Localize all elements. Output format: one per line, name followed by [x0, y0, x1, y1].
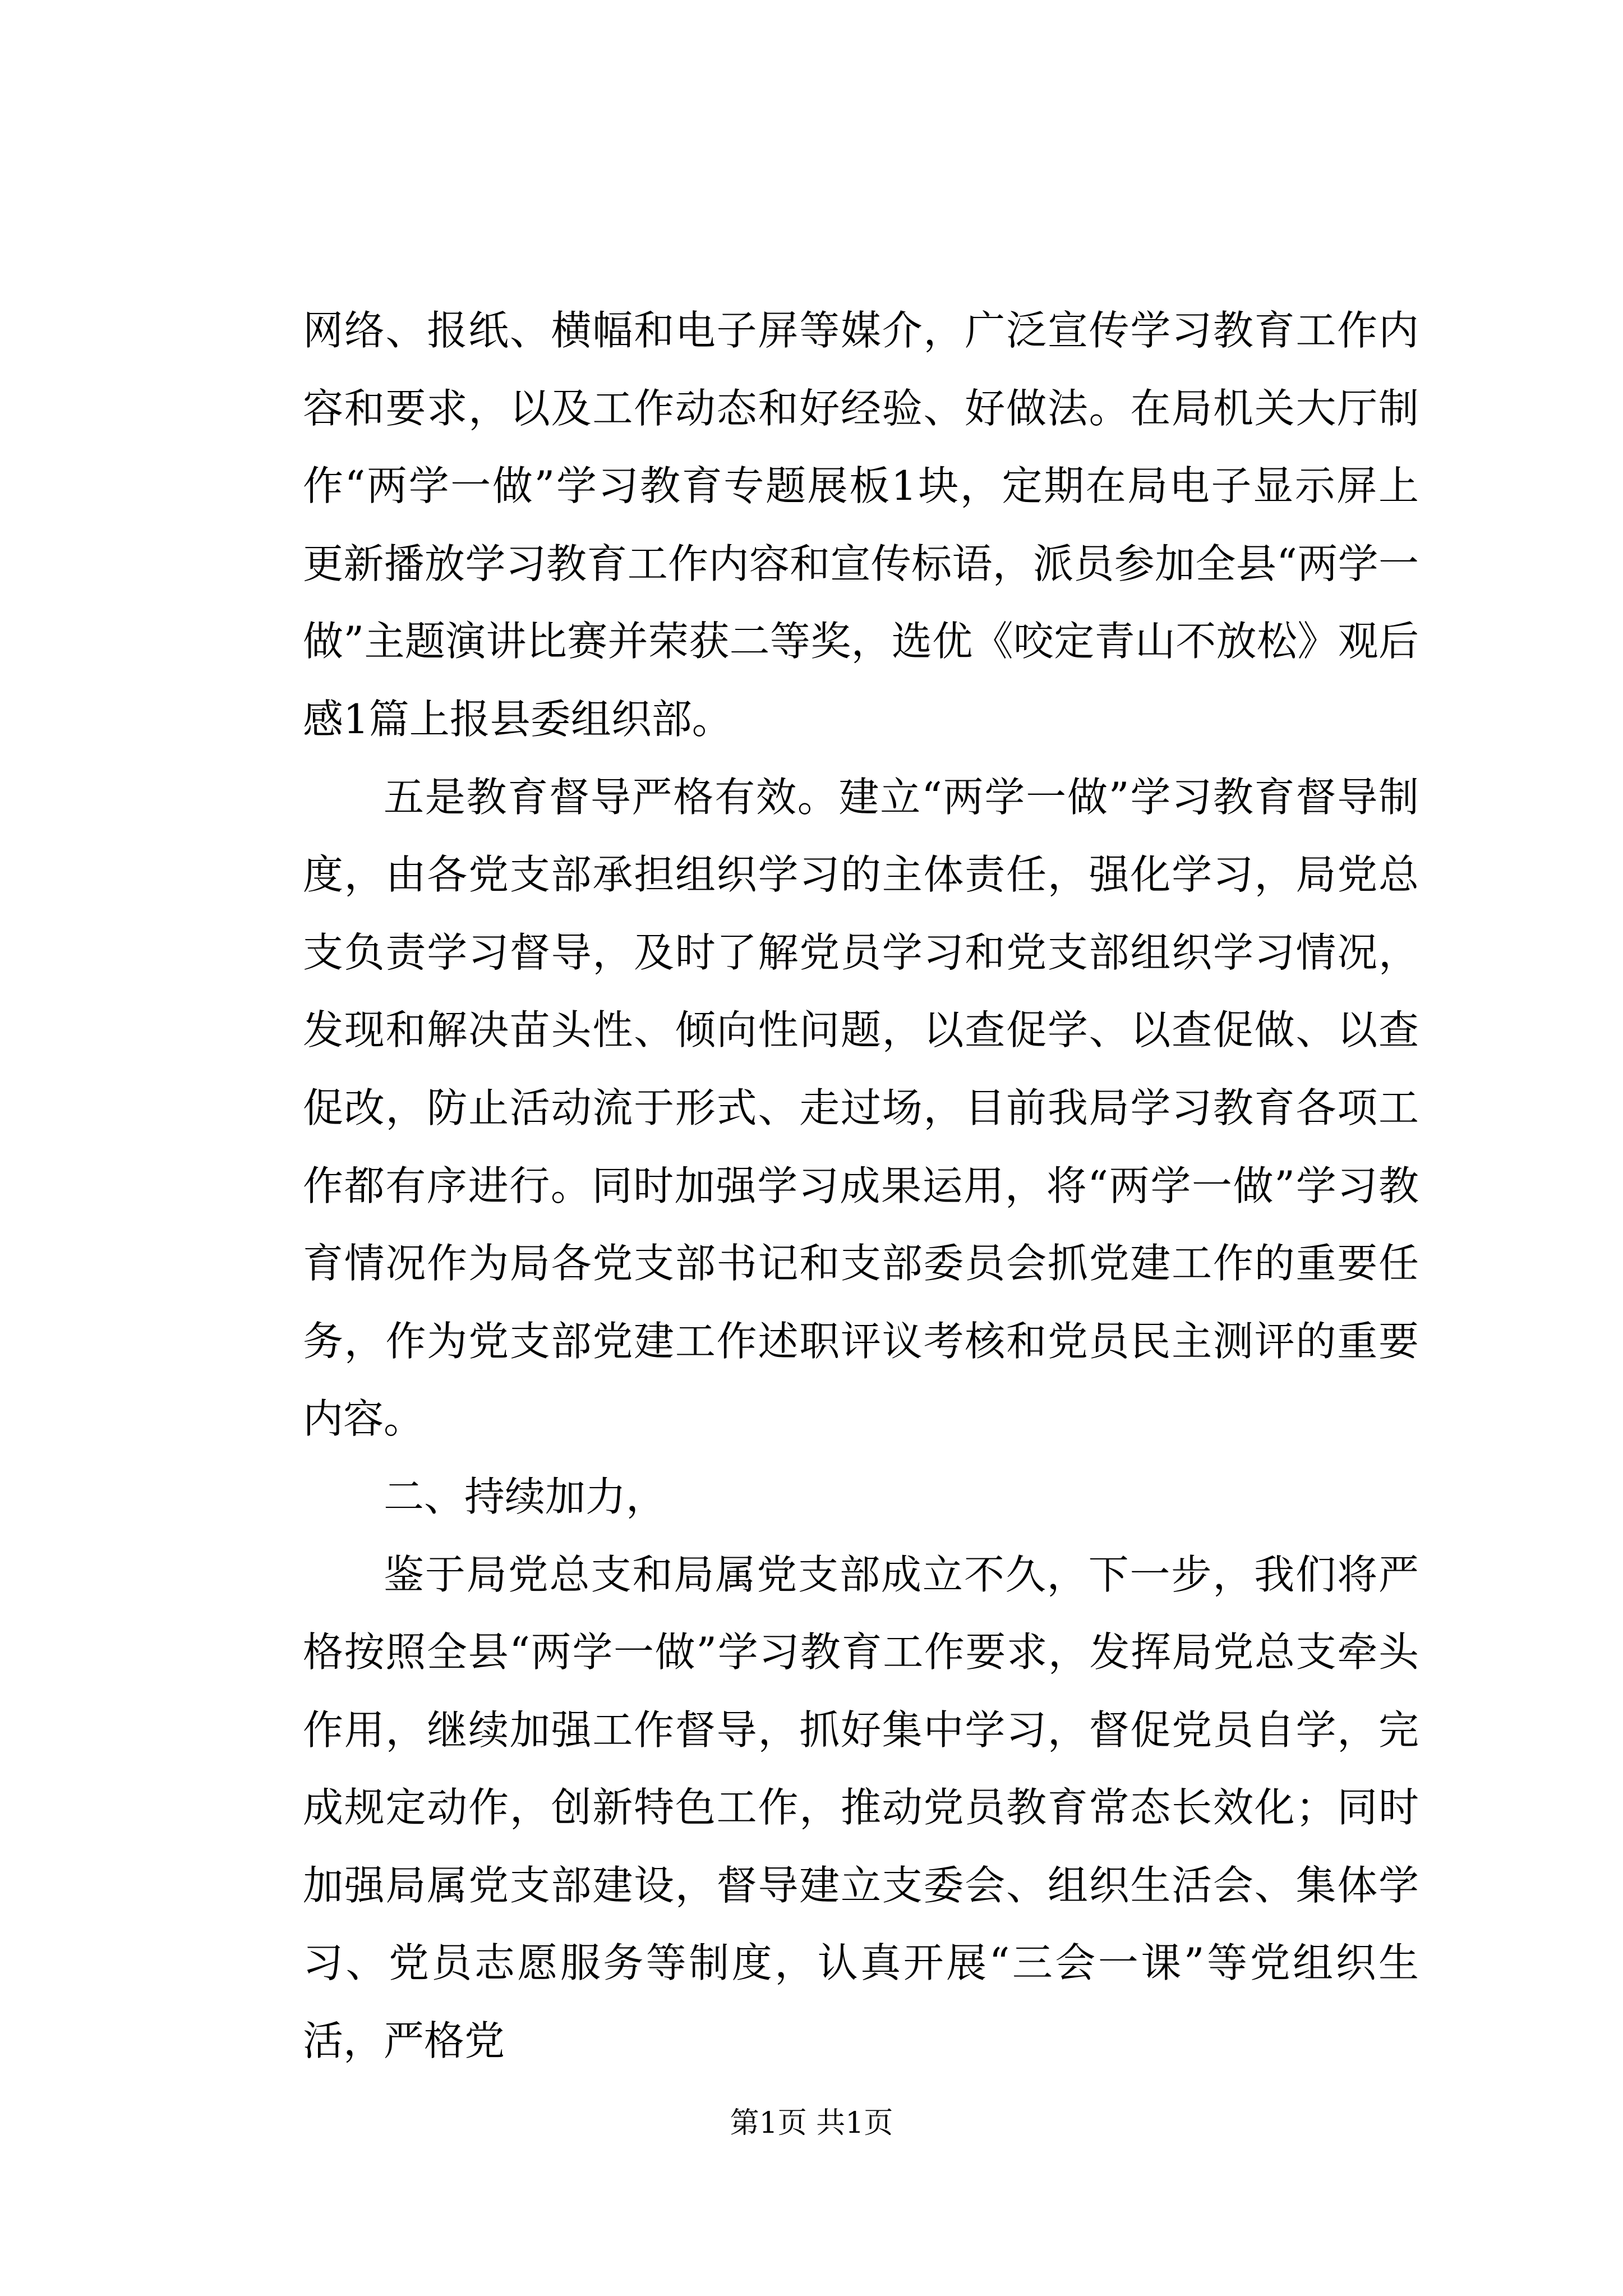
paragraph-supervision: 五是教育督导严格有效。建立“两学一做”学习教育督导制度，由各党支部承担组织学习的主体责任，强化学习，局党总支负责学习督导，及时了解党员学习和党支部组织学习情况，发现和解决苗头性、倾向性问题，以查促学、以查促做、以查促改，防止活动流于形式、走过场，目前我局学习教育各项工作都有序进行。同时加强学习成果运用，将“两学一做”学习教育情况作为局各党支部书记和支部委员会抓党建工作的重要任务，作为党支部党建工作述职评议考核和党员民主测评的重要内容。: [303, 773, 1419, 1443]
page-number-footer: 第1页 共1页: [730, 2106, 893, 2140]
section-heading-continue-efforts: 二、持续加力，: [384, 1473, 667, 1520]
document-body: [303, 292, 1419, 2080]
paragraph-next-steps: 鉴于局党总支和局属党支部成立不久，下一步，我们将严格按照全县“两学一做”学习教育工作要求，发挥局党总支牵头作用，继续加强工作督导，抓好集中学习，督促党员自学，完成规定动作，创新特色工作，推动党员教育常态长效化；同时加强局属党支部建设，督导建立支委会、组织生活会、集体学习、党员志愿服务等制度，认真开展“三会一课”等党组织生活，严格党: [303, 1550, 1419, 2065]
paragraph-publicity: 网络、报纸、横幅和电子屏等媒介，广泛宣传学习教育工作内容和要求，以及工作动态和好经验、好做法。在局机关大厅制作“两学一做”学习教育专题展板1块，定期在局电子显示屏上更新播放学习教育工作内容和宣传标语，派员参加全县“两学一做”主题演讲比赛并荣获二等奖，选优《咬定青山不放松》观后感1篇上报县委组织部。: [303, 307, 1419, 743]
